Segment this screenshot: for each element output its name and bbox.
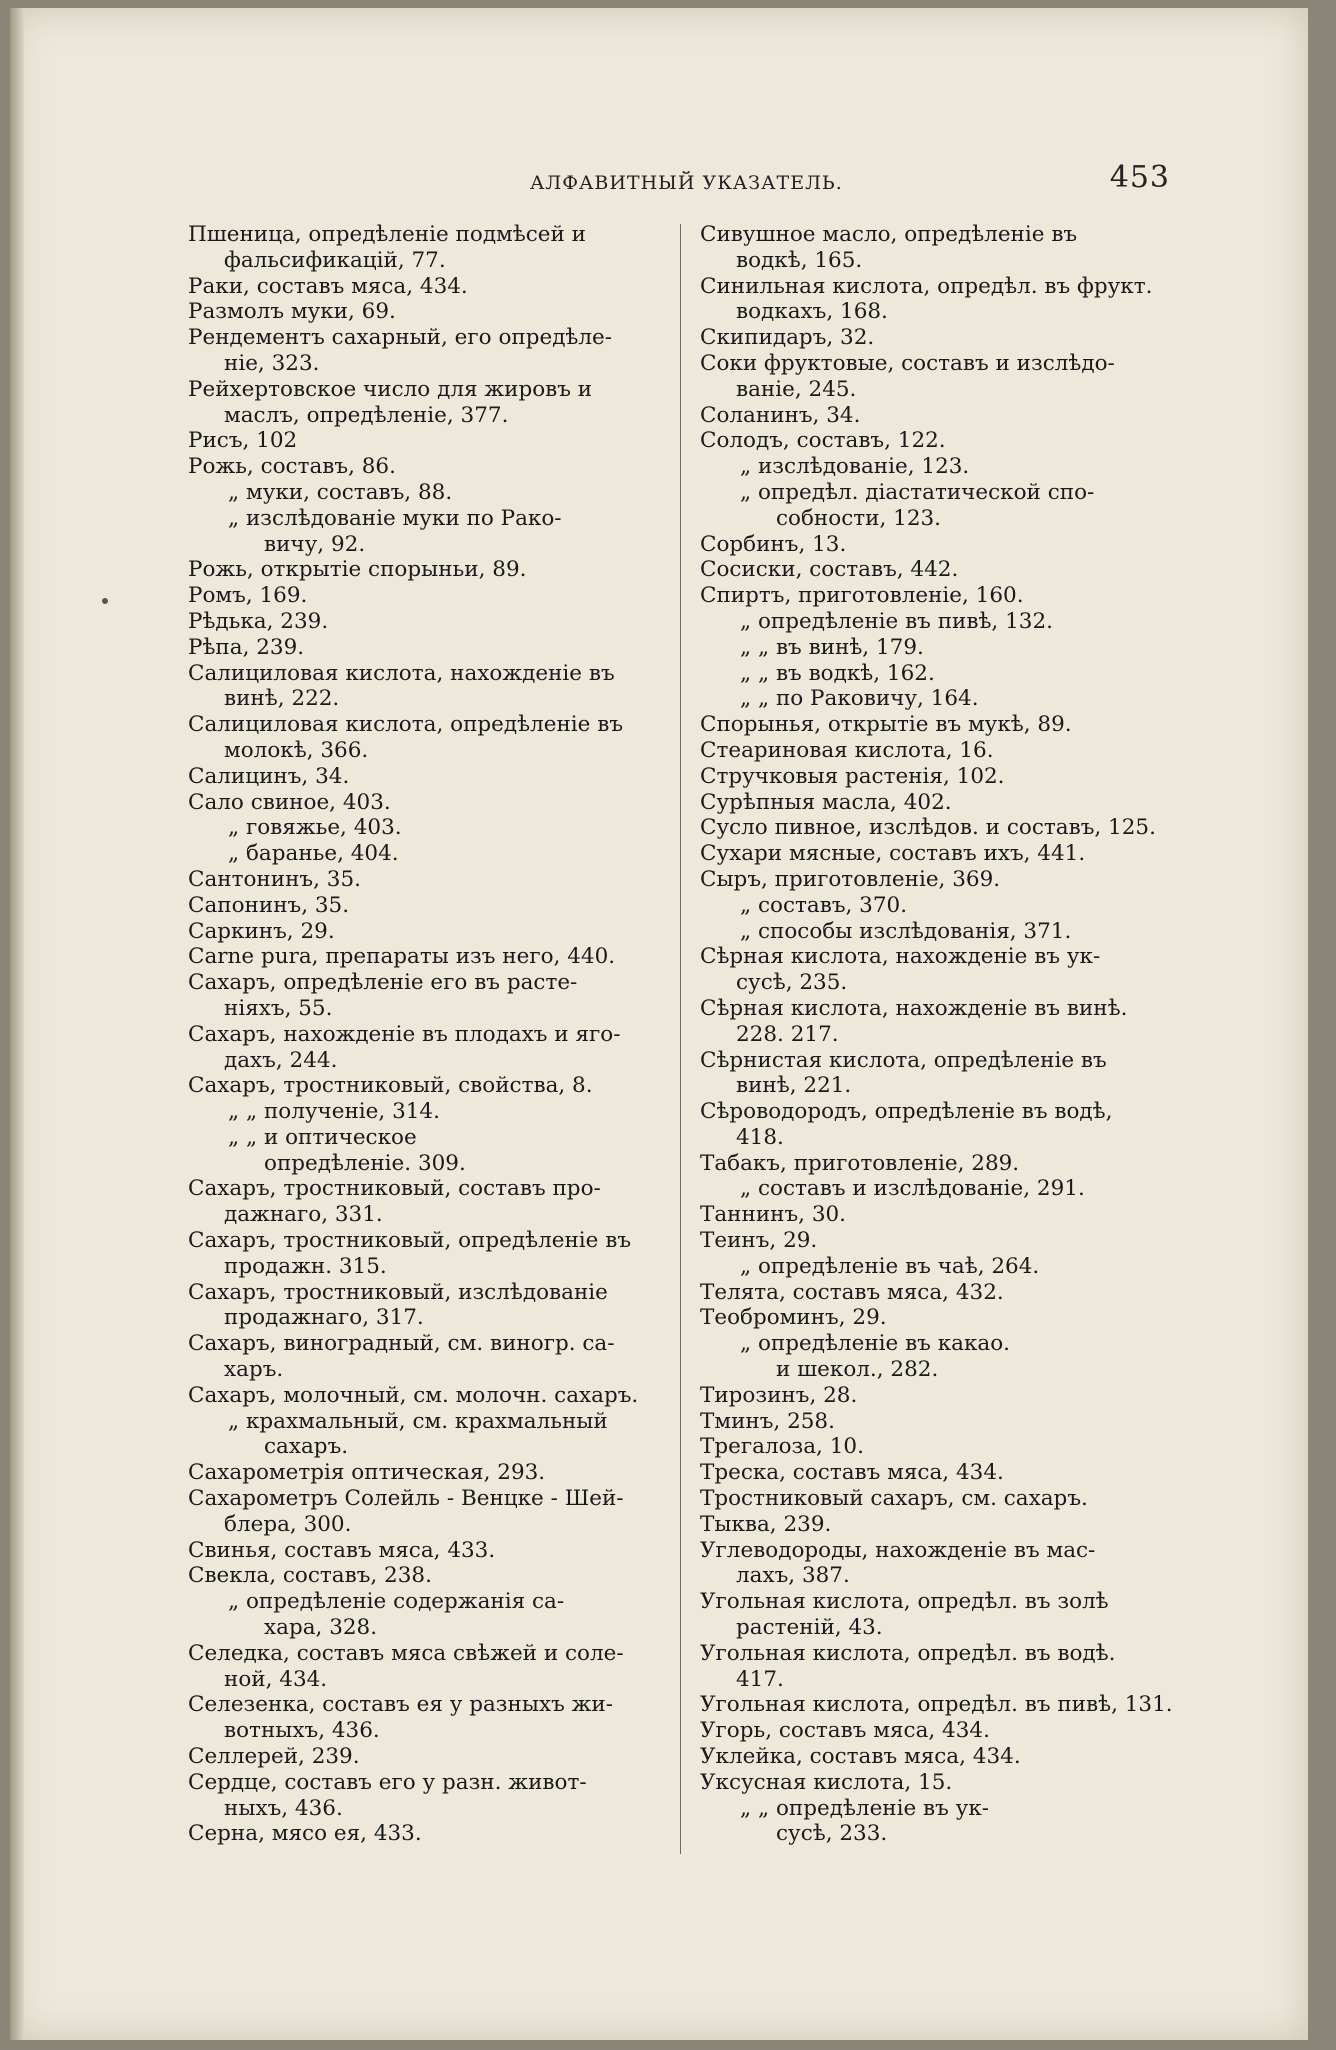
column-divider bbox=[680, 224, 681, 1854]
index-entry bbox=[188, 1744, 678, 1770]
index-entry-continuation: ніяхъ, 55. bbox=[224, 995, 333, 1021]
index-entry-text: Серна, мясо ея, 433. bbox=[188, 1821, 422, 1847]
index-entry-text: Сыръ, приготовленіе, 369. bbox=[700, 866, 1001, 892]
index-entry-text: Салициловая кислота, нахожденіе въ bbox=[188, 660, 615, 686]
index-subentry bbox=[188, 815, 678, 841]
index-entry-text: Сѣрнистая кислота, опредѣленіе въ bbox=[700, 1047, 1107, 1073]
index-entry bbox=[188, 583, 678, 609]
index-entry bbox=[700, 738, 1190, 764]
index-entry-text: Рѣдька, 239. bbox=[188, 608, 329, 634]
index-entry-text: Тирозинъ, 28. bbox=[700, 1382, 858, 1408]
index-entry-continuation: дахъ, 244. bbox=[224, 1047, 338, 1073]
index-entry bbox=[188, 970, 678, 1022]
index-entry-continuation: ніе, 323. bbox=[224, 350, 320, 376]
page-binding-edge bbox=[10, 8, 24, 2040]
index-entry bbox=[700, 1048, 1190, 1100]
index-entry-continuation: винѣ, 221. bbox=[736, 1073, 852, 1099]
running-title: АЛФАВИТНЫЙ УКАЗАТЕЛЬ. bbox=[530, 172, 843, 194]
index-entry-text: Угорь, составъ мяса, 434. bbox=[700, 1718, 990, 1744]
index-entry bbox=[188, 1176, 678, 1228]
index-entry bbox=[188, 274, 678, 300]
index-entry bbox=[188, 1022, 678, 1074]
index-entry-continuation: сусѣ, 235. bbox=[736, 970, 848, 996]
index-subentry bbox=[188, 1099, 678, 1125]
index-entry-text: „ опредѣленіе въ какао. bbox=[740, 1331, 1010, 1357]
index-entry-continuation: 228. 217. bbox=[736, 1021, 839, 1047]
index-subentry bbox=[188, 1125, 678, 1177]
index-entry bbox=[700, 1228, 1190, 1254]
index-entry-text: Пшеница, опредѣленіе подмѣсей и bbox=[188, 222, 587, 247]
index-entry-text: Спорынья, открытіе въ мукѣ, 89. bbox=[700, 712, 1072, 738]
index-entry bbox=[700, 1641, 1190, 1693]
index-entry bbox=[700, 1770, 1190, 1796]
index-entry bbox=[700, 274, 1190, 326]
index-entry-continuation: винѣ, 222. bbox=[224, 686, 340, 712]
index-entry-text: Спиртъ, приготовленіе, 160. bbox=[700, 583, 1024, 609]
index-entry-text: Уклейка, составъ мяса, 434. bbox=[700, 1744, 1021, 1770]
index-entry bbox=[700, 222, 1190, 274]
index-entry-text: Сантонинъ, 35. bbox=[188, 866, 361, 892]
index-entry-continuation: и шекол., 282. bbox=[776, 1357, 939, 1383]
index-entry-continuation: харъ. bbox=[224, 1357, 284, 1383]
index-entry-text: Сахарометръ Солейль - Венцке - Шей- bbox=[188, 1486, 624, 1512]
index-entry-text: Рѣпа, 239. bbox=[188, 634, 305, 660]
index-subentry bbox=[700, 1331, 1190, 1383]
index-entry-text: „ „ опредѣленіе въ ук- bbox=[740, 1795, 990, 1821]
index-entry bbox=[188, 1692, 678, 1744]
index-entry-text: „ баранье, 404. bbox=[228, 841, 399, 867]
index-entry-continuation: хара, 328. bbox=[264, 1615, 378, 1641]
index-entry bbox=[188, 1280, 678, 1332]
index-entry bbox=[188, 222, 678, 274]
index-entry-continuation: сусѣ, 233. bbox=[776, 1821, 888, 1847]
index-entry-text: Селлерей, 239. bbox=[188, 1744, 360, 1770]
index-entry bbox=[700, 557, 1190, 583]
index-entry bbox=[700, 1744, 1190, 1770]
index-entry-text: „ опредѣленіе въ чаѣ, 264. bbox=[740, 1253, 1040, 1279]
index-subentry bbox=[188, 1589, 678, 1641]
index-entry bbox=[188, 867, 678, 893]
index-entry-text: Таннинъ, 30. bbox=[700, 1202, 847, 1228]
index-entry-text: Саркинъ, 29. bbox=[188, 918, 335, 944]
index-entry-text: Соки фруктовые, составъ и изслѣдо- bbox=[700, 350, 1115, 376]
index-entry bbox=[700, 944, 1190, 996]
index-entry bbox=[188, 325, 678, 377]
index-entry-text: Сухари мясные, составъ ихъ, 441. bbox=[700, 841, 1086, 867]
index-entry bbox=[700, 1409, 1190, 1435]
index-entry-text: „ опредѣленіе содержанія са- bbox=[228, 1589, 565, 1615]
index-entry bbox=[188, 1821, 678, 1847]
index-entry-text: Синильная кислота, опредѣл. въ фрукт. bbox=[700, 273, 1153, 299]
index-entry-continuation: ваніе, 245. bbox=[736, 376, 857, 402]
index-entry-continuation: продажнаго, 317. bbox=[224, 1305, 424, 1331]
index-entry-text: „ „ въ винѣ, 179. bbox=[740, 634, 924, 660]
index-entry bbox=[700, 790, 1190, 816]
index-entry bbox=[700, 1202, 1190, 1228]
index-entry-text: Уксусная кислота, 15. bbox=[700, 1769, 953, 1795]
index-entry-text: „ крахмальный, см. крахмальный bbox=[228, 1408, 608, 1434]
index-entry-text: Рендементъ сахарный, его опредѣле- bbox=[188, 325, 613, 351]
ink-speck bbox=[102, 598, 108, 604]
index-entry-text: Стеариновая кислота, 16. bbox=[700, 737, 994, 763]
index-entry-text: „ муки, составъ, 88. bbox=[228, 479, 453, 505]
index-entry-text: Соланинъ, 34. bbox=[700, 402, 861, 428]
index-entry bbox=[700, 712, 1190, 738]
index-entry bbox=[188, 377, 678, 429]
index-subentry bbox=[700, 454, 1190, 480]
index-entry bbox=[188, 893, 678, 919]
index-entry bbox=[188, 1486, 678, 1538]
index-entry bbox=[188, 1770, 678, 1822]
index-entry bbox=[700, 1718, 1190, 1744]
index-entry bbox=[188, 1538, 678, 1564]
index-subentry bbox=[700, 635, 1190, 661]
index-entry-continuation: вотныхъ, 436. bbox=[224, 1718, 380, 1744]
index-entry-continuation: ныхъ, 436. bbox=[224, 1795, 343, 1821]
index-entry-text: „ способы изслѣдованія, 371. bbox=[740, 918, 1072, 944]
index-entry-text: „ составъ и изслѣдованіе, 291. bbox=[740, 1176, 1085, 1202]
index-entry bbox=[188, 919, 678, 945]
index-entry bbox=[700, 1589, 1190, 1641]
index-entry-text: Теинъ, 29. bbox=[700, 1228, 818, 1254]
page-header bbox=[510, 160, 1170, 200]
index-entry bbox=[188, 299, 678, 325]
index-entry-text: Табакъ, приготовленіе, 289. bbox=[700, 1150, 1020, 1176]
index-entry-text: Ромъ, 169. bbox=[188, 583, 308, 609]
index-entry-text: Сивушное масло, опредѣленіе въ bbox=[700, 222, 1078, 247]
index-entry-text: Тростниковый сахаръ, см. сахаръ. bbox=[700, 1486, 1088, 1512]
index-entry bbox=[188, 635, 678, 661]
index-entry-text: Раки, составъ мяса, 434. bbox=[188, 273, 468, 299]
index-entry-text: Тыква, 239. bbox=[700, 1511, 832, 1537]
index-entry-continuation: вичу, 92. bbox=[264, 531, 366, 557]
index-entry-text: Сахаръ, нахожденіе въ плодахъ и яго- bbox=[188, 1021, 621, 1047]
index-entry-text: Сахарометрія оптическая, 293. bbox=[188, 1460, 546, 1486]
index-entry-continuation: растеній, 43. bbox=[736, 1615, 883, 1641]
index-entry bbox=[188, 1228, 678, 1280]
index-subentry bbox=[188, 480, 678, 506]
index-subentry bbox=[700, 893, 1190, 919]
index-entry-text: Угольная кислота, опредѣл. въ золѣ bbox=[700, 1589, 1109, 1615]
index-entry bbox=[700, 403, 1190, 429]
index-entry-text: Свинья, составъ мяса, 433. bbox=[188, 1537, 496, 1563]
index-entry bbox=[700, 351, 1190, 403]
index-entry bbox=[188, 944, 678, 970]
index-entry bbox=[700, 1434, 1190, 1460]
index-entry-continuation: 418. bbox=[736, 1124, 784, 1150]
index-column-left bbox=[188, 222, 678, 1847]
index-entry-text: Сѣрная кислота, нахожденіе въ ук- bbox=[700, 944, 1101, 970]
index-entry-text: Сѣрная кислота, нахожденіе въ винѣ. bbox=[700, 995, 1128, 1021]
index-entry-continuation: дажнаго, 331. bbox=[224, 1202, 383, 1228]
index-entry bbox=[188, 1460, 678, 1486]
index-entry-text: Сахаръ, тростниковый, опредѣленіе въ bbox=[188, 1228, 632, 1254]
index-entry-continuation: фальсификацій, 77. bbox=[224, 247, 446, 273]
index-entry bbox=[700, 1151, 1190, 1177]
index-entry bbox=[700, 1512, 1190, 1538]
index-entry-text: „ „ по Раковичу, 164. bbox=[740, 686, 979, 712]
index-entry bbox=[700, 532, 1190, 558]
index-entry-continuation: опредѣленіе. 309. bbox=[264, 1150, 466, 1176]
index-entry-text: „ опредѣл. діастатической спо- bbox=[740, 479, 1095, 505]
index-entry bbox=[700, 867, 1190, 893]
index-entry-text: „ составъ, 370. bbox=[740, 892, 908, 918]
index-entry-text: Треска, составъ мяса, 434. bbox=[700, 1460, 1004, 1486]
index-entry-text: Сапонинъ, 35. bbox=[188, 892, 350, 918]
index-entry bbox=[188, 1331, 678, 1383]
index-entry-text: Тминъ, 258. bbox=[700, 1408, 835, 1434]
page-number: 453 bbox=[1109, 160, 1170, 195]
index-entry-text: Скипидаръ, 32. bbox=[700, 325, 875, 351]
index-entry-text: Рожь, открытіе спорыньи, 89. bbox=[188, 557, 527, 583]
index-entry-text: Сѣроводородъ, опредѣленіе въ водѣ, bbox=[700, 1099, 1113, 1125]
index-entry-text: Теоброминъ, 29. bbox=[700, 1305, 887, 1331]
index-entry bbox=[700, 1383, 1190, 1409]
index-entry-text: Сахаръ, молочный, см. молочн. сахаръ. bbox=[188, 1382, 639, 1408]
index-entry bbox=[188, 1563, 678, 1589]
index-entry-continuation: лахъ, 387. bbox=[736, 1563, 850, 1589]
index-entry-continuation: молокѣ, 366. bbox=[224, 737, 369, 763]
index-entry bbox=[700, 325, 1190, 351]
index-entry-text: Стручковыя растенія, 102. bbox=[700, 763, 1005, 789]
index-entry bbox=[700, 1099, 1190, 1151]
index-entry-text: Селедка, составъ мяса свѣжей и соле- bbox=[188, 1640, 624, 1666]
index-subentry bbox=[700, 1254, 1190, 1280]
index-entry-text: Сало свиное, 403. bbox=[188, 789, 391, 815]
index-entry-text: Сахаръ, тростниковый, изслѣдованіе bbox=[188, 1279, 608, 1305]
index-entry bbox=[700, 1538, 1190, 1590]
index-entry-text: Трегалоза, 10. bbox=[700, 1434, 864, 1460]
index-entry-text: Сахаръ, опредѣленіе его въ расте- bbox=[188, 970, 578, 996]
index-entry bbox=[188, 661, 678, 713]
index-subentry bbox=[700, 480, 1190, 532]
index-entry-text: Размолъ муки, 69. bbox=[188, 299, 396, 325]
index-entry-text: Салициловая кислота, опредѣленіе въ bbox=[188, 712, 624, 738]
index-entry-text: Сахаръ, тростниковый, свойства, 8. bbox=[188, 1073, 593, 1099]
index-entry bbox=[188, 1073, 678, 1099]
index-subentry bbox=[700, 1176, 1190, 1202]
index-entry-text: „ „ полученіе, 314. bbox=[228, 1099, 440, 1125]
index-entry bbox=[700, 428, 1190, 454]
index-subentry bbox=[700, 609, 1190, 635]
index-entry bbox=[188, 764, 678, 790]
index-entry bbox=[700, 583, 1190, 609]
index-entry-continuation: сахаръ. bbox=[264, 1434, 349, 1460]
index-subentry bbox=[188, 506, 678, 558]
index-entry-text: Сурѣпныя масла, 402. bbox=[700, 789, 952, 815]
index-subentry bbox=[700, 661, 1190, 687]
index-entry-text: Сахаръ, виноградный, см. виногр. са- bbox=[188, 1331, 615, 1357]
index-entry bbox=[700, 996, 1190, 1048]
index-subentry bbox=[700, 919, 1190, 945]
index-entry-text: „ „ и оптическое bbox=[228, 1124, 417, 1150]
index-entry-text: Сусло пивное, изслѣдов. и составъ, 125. bbox=[700, 815, 1156, 841]
index-entry-text: „ изслѣдованіе, 123. bbox=[740, 454, 970, 480]
index-entry-text: Сахаръ, тростниковый, составъ про- bbox=[188, 1176, 601, 1202]
index-entry bbox=[188, 1383, 678, 1409]
index-entry-text: Угольная кислота, опредѣл. въ водѣ. bbox=[700, 1640, 1116, 1666]
index-entry bbox=[188, 712, 678, 764]
index-entry bbox=[188, 790, 678, 816]
index-entry-text: Угольная кислота, опредѣл. въ пивѣ, 131. bbox=[700, 1692, 1173, 1718]
book-page bbox=[10, 8, 1308, 2040]
index-entry-text: „ изслѣдованіе муки по Рако- bbox=[228, 505, 562, 531]
index-entry bbox=[700, 1305, 1190, 1331]
index-entry-text: Рожь, составъ, 86. bbox=[188, 454, 396, 480]
index-entry-continuation: собности, 123. bbox=[776, 505, 942, 531]
index-entry-text: Салицинъ, 34. bbox=[188, 763, 350, 789]
index-entry-text: Рисъ, 102 bbox=[188, 428, 298, 454]
index-entry-continuation: ной, 434. bbox=[224, 1666, 328, 1692]
index-entry-text: Свекла, составъ, 238. bbox=[188, 1563, 432, 1589]
index-entry bbox=[700, 841, 1190, 867]
index-entry bbox=[188, 1641, 678, 1693]
index-entry bbox=[700, 1460, 1190, 1486]
index-entry-continuation: водкахъ, 168. bbox=[736, 299, 888, 325]
index-entry bbox=[188, 609, 678, 635]
index-entry bbox=[188, 454, 678, 480]
index-entry bbox=[700, 764, 1190, 790]
index-entry-continuation: водкѣ, 165. bbox=[736, 247, 863, 273]
index-entry-text: Телята, составъ мяса, 432. bbox=[700, 1279, 1004, 1305]
index-entry bbox=[188, 428, 678, 454]
index-entry bbox=[700, 1280, 1190, 1306]
index-entry-continuation: 417. bbox=[736, 1666, 784, 1692]
index-entry-text: Сосиски, составъ, 442. bbox=[700, 557, 959, 583]
index-subentry bbox=[700, 1796, 1190, 1848]
index-entry-text: „ „ въ водкѣ, 162. bbox=[740, 660, 935, 686]
index-entry bbox=[188, 557, 678, 583]
index-entry-text: Углеводороды, нахожденіе въ мас- bbox=[700, 1537, 1096, 1563]
index-entry bbox=[700, 815, 1190, 841]
index-entry-text: Солодъ, составъ, 122. bbox=[700, 428, 946, 454]
index-entry-continuation: блера, 300. bbox=[224, 1511, 352, 1537]
index-entry-text: Селезенка, составъ ея у разныхъ жи- bbox=[188, 1692, 613, 1718]
index-entry-continuation: продажн. 315. bbox=[224, 1253, 387, 1279]
index-column-right bbox=[700, 222, 1190, 1847]
index-entry-text: „ говяжье, 403. bbox=[228, 815, 402, 841]
index-subentry bbox=[700, 686, 1190, 712]
index-subentry bbox=[188, 841, 678, 867]
index-entry bbox=[700, 1486, 1190, 1512]
index-entry-continuation: маслъ, опредѣленіе, 377. bbox=[224, 402, 509, 428]
index-entry-text: Carne pura, препараты изъ него, 440. bbox=[188, 944, 616, 970]
index-entry bbox=[700, 1692, 1190, 1718]
index-entry-text: „ опредѣленіе въ пивѣ, 132. bbox=[740, 608, 1053, 634]
index-entry-text: Сорбинъ, 13. bbox=[700, 531, 847, 557]
index-entry-text: Сердце, составъ его у разн. живот- bbox=[188, 1769, 587, 1795]
index-subentry bbox=[188, 1409, 678, 1461]
index-entry-text: Рейхертовское число для жировъ и bbox=[188, 376, 593, 402]
